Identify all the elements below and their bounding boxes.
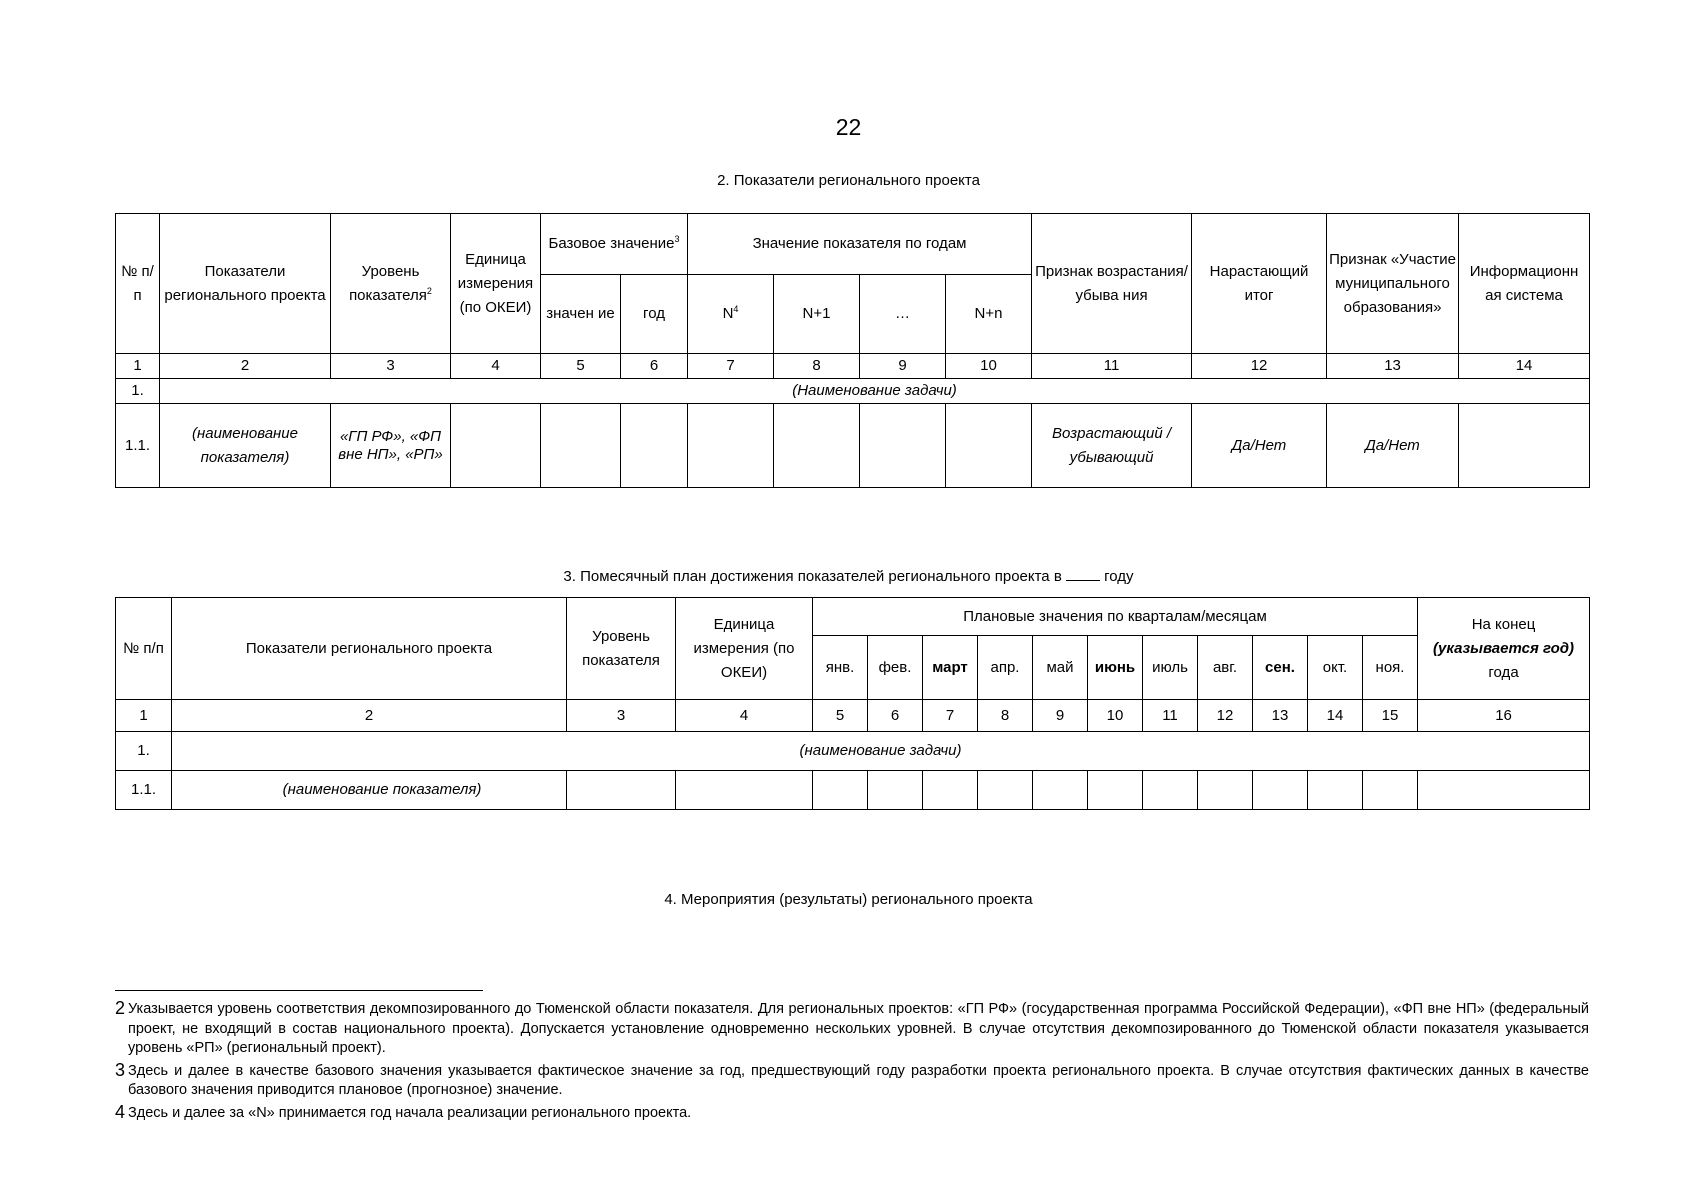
empty-cell	[774, 404, 860, 488]
header-end-of-year	[1418, 598, 1590, 700]
column-number: 4	[676, 700, 813, 732]
header-plan-group: Плановые значения по кварталам/месяцам	[813, 598, 1418, 636]
footnote-4	[115, 1101, 1589, 1124]
header-indicator: Показатели регионального проекта	[160, 214, 331, 354]
header-year-n	[688, 275, 774, 354]
header-year-nn: N+n	[946, 275, 1032, 354]
empty-cell	[1418, 771, 1590, 810]
indicator-name: (наименование показателя)	[172, 771, 567, 810]
month-jul: июль	[1143, 636, 1198, 700]
task-name: (Наименование задачи)	[160, 379, 1590, 404]
header-municipal: Признак «Участие муниципального образования»	[1327, 214, 1459, 354]
footnotes	[115, 1000, 1589, 1126]
empty-cell	[978, 771, 1033, 810]
header-indicator: Показатели регионального проекта	[172, 598, 567, 700]
empty-cell	[1253, 771, 1308, 810]
header-cumulative: Нарастающий итог	[1192, 214, 1327, 354]
column-number: 7	[688, 354, 774, 379]
month-jun: июнь	[1088, 636, 1143, 700]
header-base-group	[541, 214, 688, 275]
empty-cell	[1363, 771, 1418, 810]
empty-cell	[676, 771, 813, 810]
column-number: 1	[116, 700, 172, 732]
section-3-caption	[0, 567, 1697, 585]
indicator-row	[116, 771, 1590, 810]
month-mar: март	[923, 636, 978, 700]
month-oct: окт.	[1308, 636, 1363, 700]
empty-cell	[567, 771, 676, 810]
header-year-dots: …	[860, 275, 946, 354]
footnote-2	[115, 1000, 1589, 1059]
column-number: 3	[331, 354, 451, 379]
year-blank	[1066, 567, 1100, 581]
month-apr: апр.	[978, 636, 1033, 700]
footnote-ref-4: 4	[733, 304, 739, 314]
column-number: 9	[860, 354, 946, 379]
footnote-ref-2: 2	[426, 285, 432, 296]
task-number: 1.	[116, 379, 160, 404]
empty-cell	[1143, 771, 1198, 810]
column-number: 14	[1459, 354, 1590, 379]
empty-cell	[541, 404, 621, 488]
month-jan: янв.	[813, 636, 868, 700]
footnote-text: Здесь и далее в качестве базового значения указывается фактическое значение за год, предшествующий году разработки проекта регионального проекта. В случае отсутствия фактических данных в качестве базового значения приводится плановое (прогнозное) значение.	[128, 1062, 1589, 1098]
footnote-mark: 4	[115, 1101, 126, 1122]
empty-cell	[1088, 771, 1143, 810]
month-aug: авг.	[1198, 636, 1253, 700]
footnote-mark: 3	[115, 1059, 126, 1080]
header-infosystem: Информационн ая система	[1459, 214, 1590, 354]
footnote-3	[115, 1059, 1589, 1101]
column-number: 13	[1327, 354, 1459, 379]
page-number: 22	[835, 114, 862, 140]
footnote-ref-3: 3	[674, 234, 680, 244]
section-2-caption: 2. Показатели регионального проекта	[717, 172, 980, 189]
empty-cell	[451, 404, 541, 488]
task-name: (наименование задачи)	[172, 732, 1590, 771]
header-year-n1: N+1	[774, 275, 860, 354]
column-number: 11	[1143, 700, 1198, 732]
empty-cell	[923, 771, 978, 810]
empty-cell	[1033, 771, 1088, 810]
indicator-row	[116, 404, 1590, 488]
empty-cell	[1198, 771, 1253, 810]
empty-cell	[1308, 771, 1363, 810]
header-year-n-text: N	[722, 305, 734, 322]
task-row	[116, 732, 1590, 771]
column-number: 8	[774, 354, 860, 379]
section-3-caption-end: году	[1104, 568, 1134, 585]
footnote-text: Здесь и далее за «N» принимается год начала реализации регионального проекта.	[128, 1104, 692, 1121]
column-number: 2	[172, 700, 567, 732]
header-num: № п/п	[116, 598, 172, 700]
empty-cell	[688, 404, 774, 488]
column-number: 16	[1418, 700, 1590, 732]
empty-cell	[946, 404, 1032, 488]
empty-cell	[868, 771, 923, 810]
column-number: 3	[567, 700, 676, 732]
header-base-value: значен ие	[541, 275, 621, 354]
column-number: 8	[978, 700, 1033, 732]
column-number: 4	[451, 354, 541, 379]
column-number: 12	[1192, 354, 1327, 379]
header-level: Уровень показателя	[567, 598, 676, 700]
column-number: 5	[541, 354, 621, 379]
month-may: май	[1033, 636, 1088, 700]
footnote-mark: 2	[115, 998, 126, 1018]
column-number: 10	[946, 354, 1032, 379]
indicator-number: 1.1.	[116, 404, 160, 488]
footnote-text: Указывается уровень соответствия декомпозированного до Тюменской области показателя. Для региональных проектов: «ГП РФ» (государственная программа Российской Федерации), «ФП вне НП» (федеральный проект, не входящий в состав национального проекта). Допускается установление одновременно нескольких уровней. В случае отсутствия декомпозированного до Тюменской области показателя указывается уровень «РП» (региональный проект).	[128, 1001, 1589, 1056]
header-end-line1: На конец	[1471, 615, 1536, 633]
column-number: 10	[1088, 700, 1143, 732]
indicator-trend: Возрастающий / убывающий	[1032, 404, 1192, 488]
column-number: 11	[1032, 354, 1192, 379]
header-level-text: Уровень показателя	[349, 262, 427, 304]
header-years-group: Значение показателя по годам	[688, 214, 1032, 275]
header-base-group-text: Базовое значение	[548, 235, 675, 252]
indicator-name: (наименование показателя)	[160, 404, 331, 488]
column-numbers-row	[116, 700, 1590, 732]
empty-cell	[621, 404, 688, 488]
indicator-level: «ГП РФ», «ФП вне НП», «РП»	[331, 404, 451, 488]
month-feb: фев.	[868, 636, 923, 700]
monthly-plan-table	[115, 597, 1590, 810]
column-numbers-row	[116, 354, 1590, 379]
column-number: 15	[1363, 700, 1418, 732]
column-number: 1	[116, 354, 160, 379]
task-number: 1.	[116, 732, 172, 771]
indicator-number: 1.1.	[116, 771, 172, 810]
column-number: 7	[923, 700, 978, 732]
column-number: 9	[1033, 700, 1088, 732]
header-base-year: год	[621, 275, 688, 354]
section-4-caption: 4. Мероприятия (результаты) регионального проекта	[664, 891, 1033, 908]
month-sep: сен.	[1253, 636, 1308, 700]
header-end-line2: (указывается год)	[1433, 639, 1575, 657]
section-3-caption-start: 3. Помесячный план достижения показателей регионального проекта в	[563, 568, 1062, 585]
column-number: 14	[1308, 700, 1363, 732]
header-level	[331, 214, 451, 354]
column-number: 2	[160, 354, 331, 379]
empty-cell	[860, 404, 946, 488]
header-end-line3: года	[1488, 663, 1519, 681]
header-trend: Признак возрастания/убыва ния	[1032, 214, 1192, 354]
task-row	[116, 379, 1590, 404]
empty-cell	[1459, 404, 1590, 488]
indicator-cumulative: Да/Нет	[1192, 404, 1327, 488]
column-number: 13	[1253, 700, 1308, 732]
column-number: 6	[868, 700, 923, 732]
column-number: 5	[813, 700, 868, 732]
header-num: № п/п	[116, 214, 160, 354]
header-unit: Единица измерения (по ОКЕИ)	[451, 214, 541, 354]
header-unit: Единица измерения (по ОКЕИ)	[676, 598, 813, 700]
column-number: 12	[1198, 700, 1253, 732]
column-number: 6	[621, 354, 688, 379]
empty-cell	[813, 771, 868, 810]
month-nov: ноя.	[1363, 636, 1418, 700]
indicator-municipal: Да/Нет	[1327, 404, 1459, 488]
indicators-table	[115, 213, 1590, 488]
footnote-separator	[115, 990, 483, 991]
